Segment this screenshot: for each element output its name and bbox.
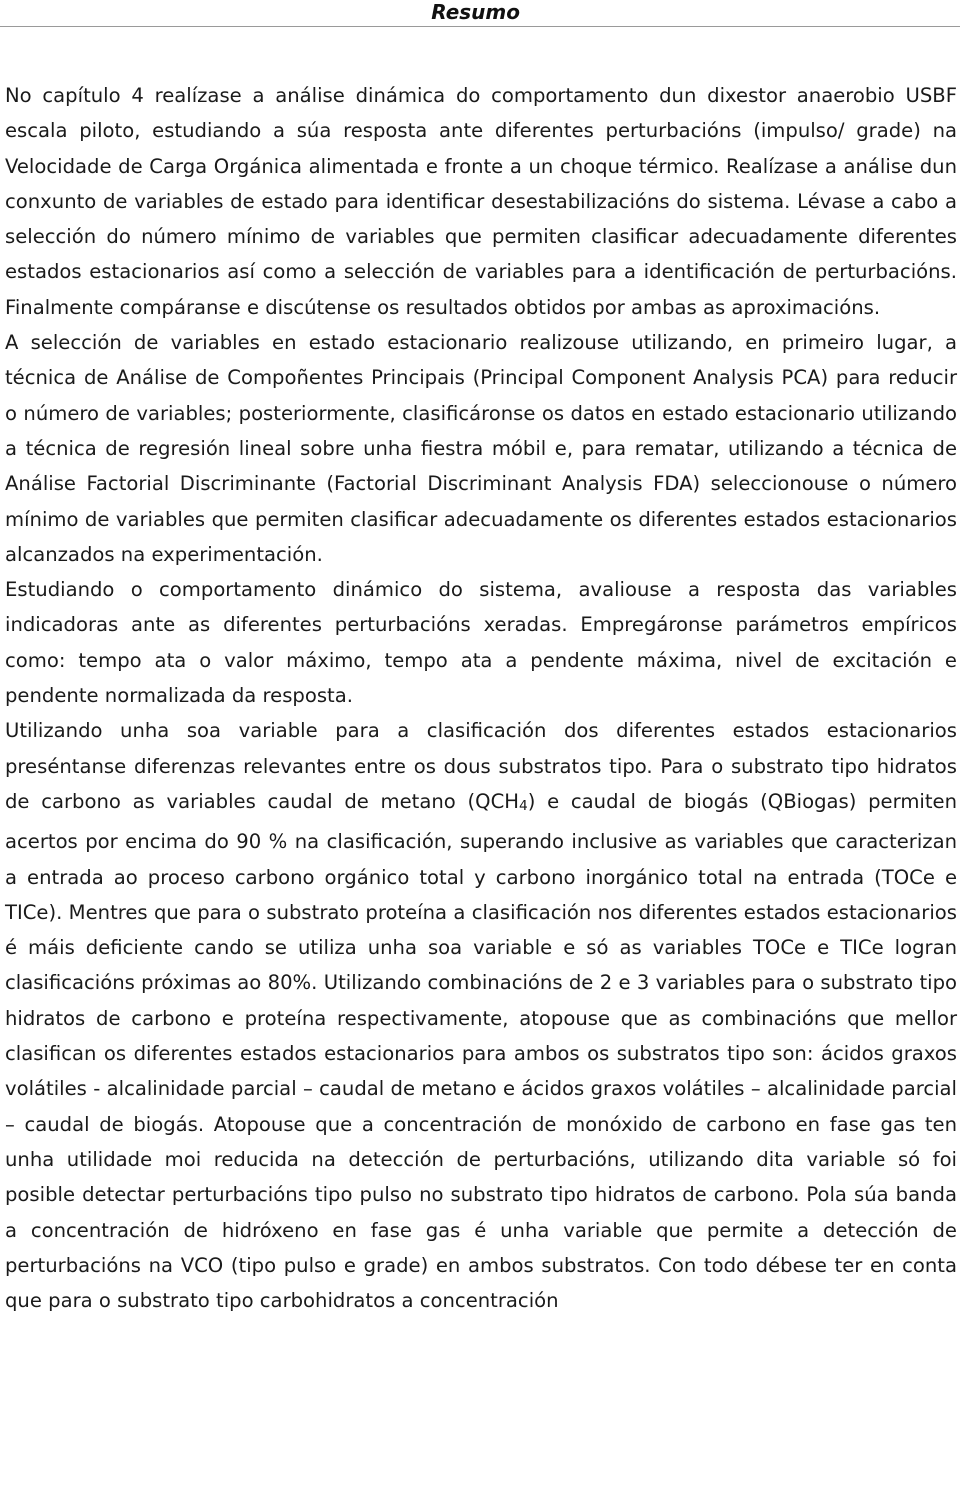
paragraph-4-text-a: Utilizando unha soa variable para a clasificación dos diferentes estados estacionarios preséntanse diferenzas relevantes entre os dous substratos tipo. Para o substrato tipo hidratos de carbono as variables caudal de metano (QCH xyxy=(5,719,957,813)
paragraph-4 xyxy=(5,713,957,1318)
document-body xyxy=(5,78,957,1318)
paragraph-4-text-b: ) e caudal de biogás (QBiogas) permiten acertos por encima do 90 % na clasificación, superando inclusive as variables que caracterizan a entrada ao proceso carbono orgánico total y carbono inorgánico total na entrada (TOCe e TICe). Mentres que para o substrato proteína a clasificación nos diferentes estados estacionarios é máis deficiente cando se utiliza unha soa variable e só as variables TOCe e TICe logran clasificacións próximas ao 80%. Utilizando combinacións de 2 e 3 variables para o substrato tipo hidratos de carbono e proteína respectivamente, atopouse que as combinacións que mellor clasifican os diferentes estados estacionarios para ambos os substratos tipo son: ácidos graxos volátiles - alcalinidade parcial – caudal de metano e ácidos graxos volátiles – alcalinidade parcial – caudal de biogás. Atopouse que a concentración de monóxido de carbono en fase gas ten unha utilidade moi reducida na detección de perturbacións, utilizando dita variable só foi posible detectar perturbacións tipo pulso no substrato tipo hidratos de carbono. Pola súa banda a concentración de hidróxeno en fase gas é unha variable que permite a detección de perturbacións na VCO (tipo pulso e grade) en ambos substratos. Con todo débese ter en conta que para o substrato tipo carbohidratos a concentración xyxy=(5,789,958,1313)
paragraph-2: A selección de variables en estado estacionario realizouse utilizando, en primeiro lugar, a técnica de Análise de Compoñentes Principais (Principal Component Analysis PCA) para reducir o número de variables; posteriormente, clasificáronse os datos en estado estacionario utilizando a técnica de regresión lineal sobre unha fiestra móbil e, para rematar, utilizando a técnica de Análise Factorial Discriminante (Factorial Discriminant Analysis FDA) seleccionouse o número mínimo de variables que permiten clasificar adecuadamente os diferentes estados estacionarios alcanzados na experimentación. xyxy=(5,331,957,566)
header-title: Resumo xyxy=(431,0,520,24)
paragraph-3: Estudiando o comportamento dinámico do sistema, avaliouse a resposta das variables indicadoras ante as diferentes perturbacións xeradas. Empregáronse parámetros empíricos como: tempo ata o valor máximo, tempo ata a pendente máxima, nivel de excitación e pendente normalizada da resposta. xyxy=(5,578,957,708)
paragraph-1: No capítulo 4 realízase a análise dinámica do comportamento dun dixestor anaerobio USBF escala piloto, estudiando a súa resposta ante diferentes perturbacións (impulso/ grade) na Velocidade de Carga Orgánica alimentada e fronte a un choque térmico. Realízase a análise dun conxunto de variables de estado para identificar desestabilizacións do sistema. Lévase a cabo a selección do número mínimo de variables que permiten clasificar adecuadamente diferentes estados estacionarios así como a selección de variables para a identificación de perturbacións. Finalmente compáranse e discútense os resultados obtidos por ambas as aproximacións. xyxy=(5,84,957,319)
subscript-4: 4 xyxy=(519,797,528,814)
page-header xyxy=(0,0,960,27)
